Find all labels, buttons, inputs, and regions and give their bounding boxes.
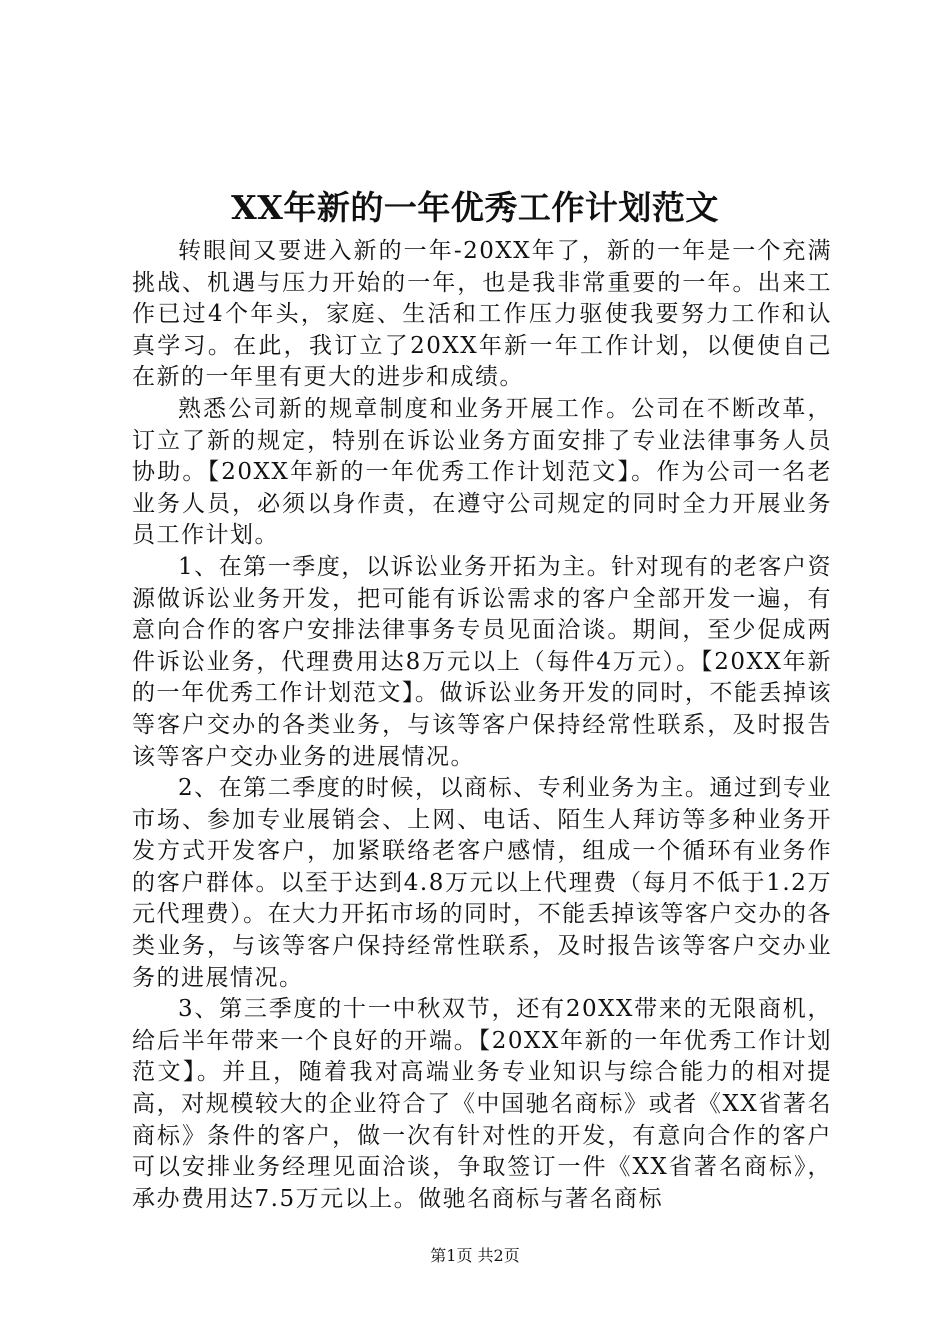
document-title: XX年新的一年优秀工作计划范文 [231, 188, 719, 227]
paragraph-q1-plan: 1、在第一季度，以诉讼业务开拓为主。针对现有的老客户资源做诉讼业务开发，把可能有诉讼需求的客户全部开发一遍，有意向合作的客户安排法律事务专员见面洽谈。期间，至少促成两件诉讼业务，代理费用达8万元以上（每件4万元）。【20XX年新的一年优秀工作计划范文】。做诉讼业务开发的同时，不能丢掉该等客户交办的各类业务，与该等客户保持经常性联系，及时报告该等客户交办业务的进展情况。 [132, 553, 832, 770]
page-footer: 第1页 共2页 [430, 1246, 520, 1265]
paragraph-q3-plan: 3、第三季度的十一中秋双节，还有20XX带来的无限商机，给后半年带来一个良好的开端。【20XX年新的一年优秀工作计划范文】。并且，随着我对高端业务专业知识与综合能力的相对提高，对规模较大的企业符合了《中国驰名商标》或者《XX省著名商标》条件的客户，做一次有针对性的开发，有意向合作的客户可以安排业务经理见面洽谈，争取签订一件《XX省著名商标》，承办费用达7.5万元以上。做驰名商标与著名商标 [132, 996, 832, 1212]
document-body [132, 236, 832, 1215]
paragraph-company-rules: 熟悉公司新的规章制度和业务开展工作。公司在不断改革，订立了新的规定，特别在诉讼业务方面安排了专业法律事务人员协助。【20XX年新的一年优秀工作计划范文】。作为公司一名老业务人员，必须以身作责，在遵守公司规定的同时全力开展业务员工作计划。 [132, 395, 832, 549]
paragraph-q2-plan: 2、在第二季度的时候，以商标、专利业务为主。通过到专业市场、参加专业展销会、上网、电话、陌生人拜访等多种业务开发方式开发客户，加紧联络老客户感情，组成一个循环有业务作的客户群体。以至于达到4.8万元以上代理费（每月不低于1.2万元代理费）。在大力开拓市场的同时，不能丢掉该等客户交办的各类业务，与该等客户保持经常性联系，及时报告该等客户交办业务的进展情况。 [132, 775, 832, 991]
paragraph-intro: 转眼间又要进入新的一年-20XX年了，新的一年是一个充满挑战、机遇与压力开始的一年，也是我非常重要的一年。出来工作已过4个年头，家庭、生活和工作压力驱使我要努力工作和认真学习。在此，我订立了20XX年新一年工作计划，以便使自己在新的一年里有更大的进步和成绩。 [132, 238, 832, 391]
